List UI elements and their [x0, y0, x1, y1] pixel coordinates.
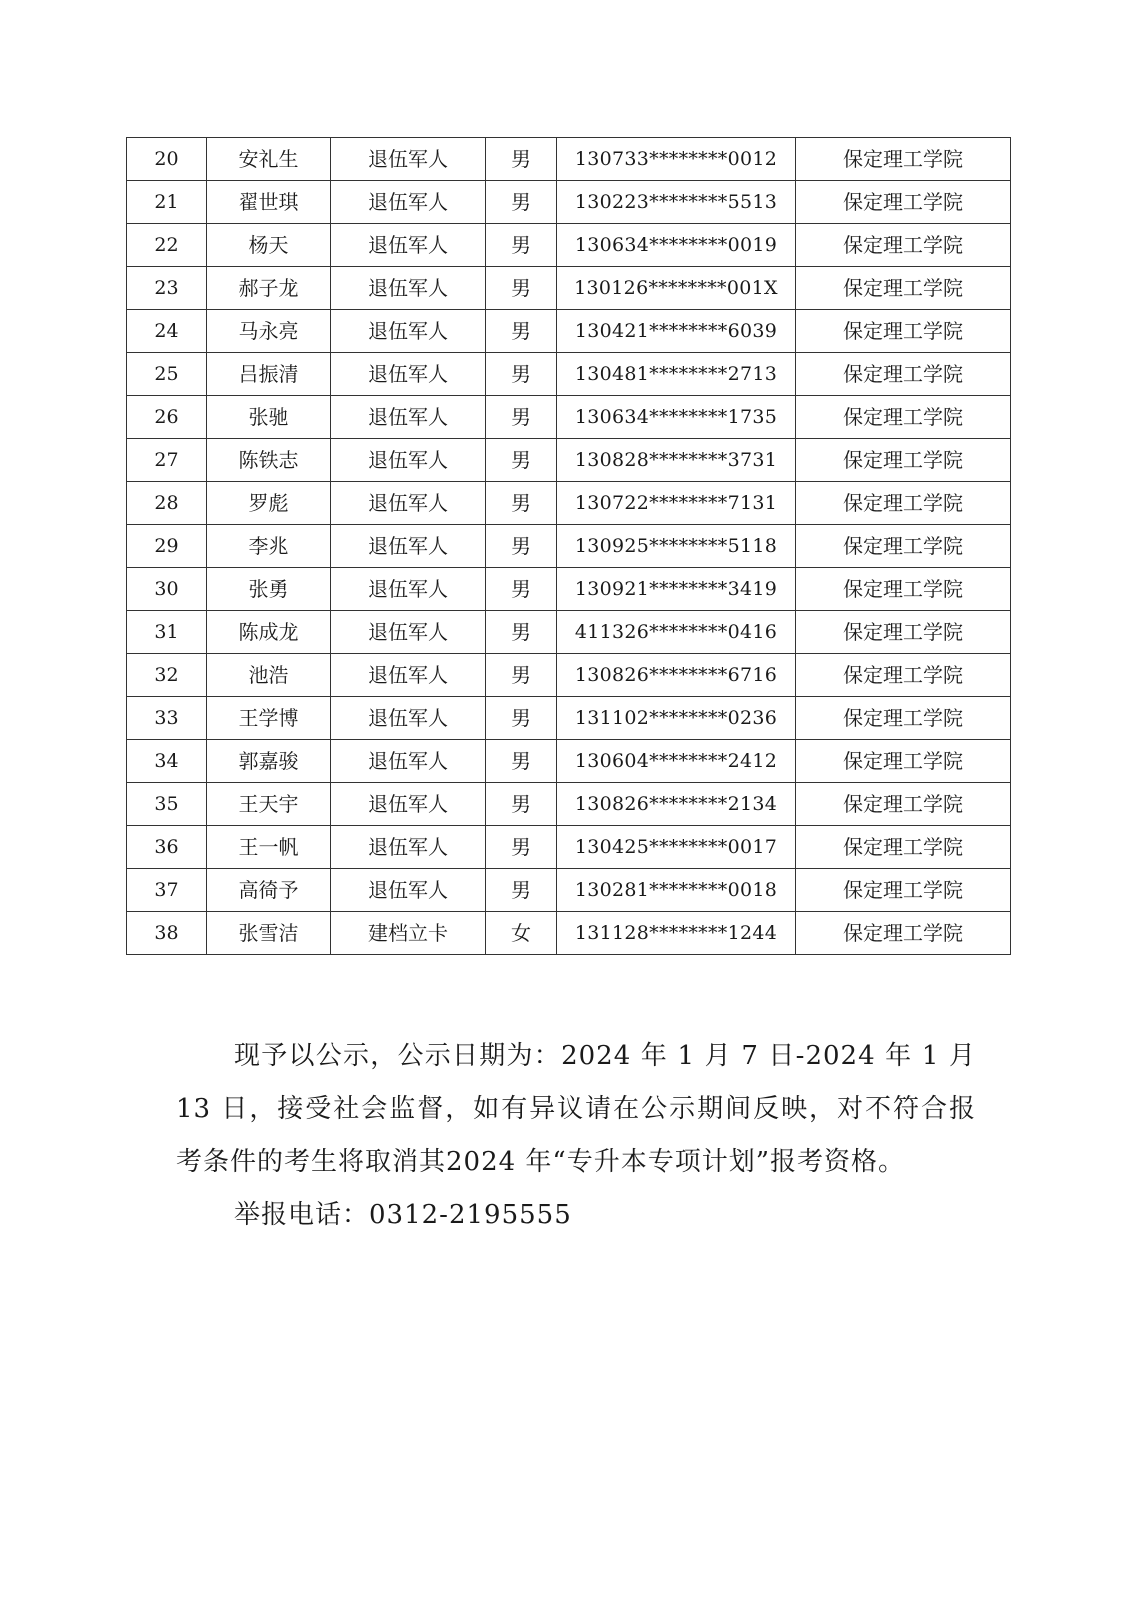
gender-cell: 男 [486, 826, 557, 869]
gender-cell: 男 [486, 181, 557, 224]
category-cell: 退伍军人 [331, 181, 486, 224]
school-cell: 保定理工学院 [796, 611, 1011, 654]
report-hotline: 举报电话：0312-2195555 [234, 1200, 572, 1230]
id-number-cell: 130826********6716 [557, 654, 796, 697]
notice-section [176, 1030, 976, 1242]
category-cell: 退伍军人 [331, 740, 486, 783]
row-number-cell: 21 [127, 181, 207, 224]
row-number-cell: 24 [127, 310, 207, 353]
gender-cell: 男 [486, 353, 557, 396]
id-number-cell: 130826********2134 [557, 783, 796, 826]
category-cell: 退伍军人 [331, 482, 486, 525]
table-row [127, 310, 1011, 353]
id-number-cell: 411326********0416 [557, 611, 796, 654]
table-row [127, 568, 1011, 611]
school-cell: 保定理工学院 [796, 783, 1011, 826]
category-cell: 退伍军人 [331, 353, 486, 396]
name-cell: 王学博 [207, 697, 331, 740]
category-cell: 退伍军人 [331, 869, 486, 912]
name-cell: 陈铁志 [207, 439, 331, 482]
roster-table [126, 137, 1011, 955]
id-number-cell: 130925********5118 [557, 525, 796, 568]
row-number-cell: 23 [127, 267, 207, 310]
notice-paragraph: 现予以公示，公示日期为：2024 年 1 月 7 日-2024 年 1 月 13 日，接受社会监督，如有异议请在公示期间反映，对不符合报考条件的考生将取消其2024 年“专升本专项计划”报考资格。 [176, 1041, 976, 1177]
id-number-cell: 130921********3419 [557, 568, 796, 611]
table-row [127, 353, 1011, 396]
name-cell: 罗彪 [207, 482, 331, 525]
category-cell: 建档立卡 [331, 912, 486, 955]
school-cell: 保定理工学院 [796, 568, 1011, 611]
table-row [127, 826, 1011, 869]
id-number-cell: 130425********0017 [557, 826, 796, 869]
row-number-cell: 29 [127, 525, 207, 568]
table-row [127, 912, 1011, 955]
id-number-cell: 131128********1244 [557, 912, 796, 955]
table-row [127, 181, 1011, 224]
row-number-cell: 30 [127, 568, 207, 611]
gender-cell: 女 [486, 912, 557, 955]
row-number-cell: 36 [127, 826, 207, 869]
name-cell: 王天宇 [207, 783, 331, 826]
name-cell: 李兆 [207, 525, 331, 568]
category-cell: 退伍军人 [331, 697, 486, 740]
row-number-cell: 20 [127, 138, 207, 181]
name-cell: 张雪洁 [207, 912, 331, 955]
category-cell: 退伍军人 [331, 525, 486, 568]
id-number-cell: 130481********2713 [557, 353, 796, 396]
gender-cell: 男 [486, 267, 557, 310]
gender-cell: 男 [486, 869, 557, 912]
row-number-cell: 32 [127, 654, 207, 697]
table-row [127, 654, 1011, 697]
table-row [127, 267, 1011, 310]
gender-cell: 男 [486, 310, 557, 353]
gender-cell: 男 [486, 568, 557, 611]
name-cell: 王一帆 [207, 826, 331, 869]
category-cell: 退伍军人 [331, 783, 486, 826]
id-number-cell: 130223********5513 [557, 181, 796, 224]
category-cell: 退伍军人 [331, 611, 486, 654]
row-number-cell: 33 [127, 697, 207, 740]
name-cell: 高徛予 [207, 869, 331, 912]
table-row [127, 740, 1011, 783]
row-number-cell: 35 [127, 783, 207, 826]
gender-cell: 男 [486, 740, 557, 783]
school-cell: 保定理工学院 [796, 525, 1011, 568]
table-row [127, 138, 1011, 181]
school-cell: 保定理工学院 [796, 654, 1011, 697]
name-cell: 郝子龙 [207, 267, 331, 310]
school-cell: 保定理工学院 [796, 740, 1011, 783]
id-number-cell: 130828********3731 [557, 439, 796, 482]
gender-cell: 男 [486, 654, 557, 697]
gender-cell: 男 [486, 138, 557, 181]
school-cell: 保定理工学院 [796, 353, 1011, 396]
id-number-cell: 130733********0012 [557, 138, 796, 181]
row-number-cell: 27 [127, 439, 207, 482]
school-cell: 保定理工学院 [796, 138, 1011, 181]
table-row [127, 482, 1011, 525]
name-cell: 吕振清 [207, 353, 331, 396]
school-cell: 保定理工学院 [796, 181, 1011, 224]
row-number-cell: 34 [127, 740, 207, 783]
name-cell: 翟世琪 [207, 181, 331, 224]
category-cell: 退伍军人 [331, 310, 486, 353]
name-cell: 郭嘉骏 [207, 740, 331, 783]
category-cell: 退伍军人 [331, 654, 486, 697]
id-number-cell: 130634********0019 [557, 224, 796, 267]
id-number-cell: 131102********0236 [557, 697, 796, 740]
gender-cell: 男 [486, 783, 557, 826]
row-number-cell: 28 [127, 482, 207, 525]
id-number-cell: 130421********6039 [557, 310, 796, 353]
gender-cell: 男 [486, 525, 557, 568]
school-cell: 保定理工学院 [796, 396, 1011, 439]
id-number-cell: 130604********2412 [557, 740, 796, 783]
category-cell: 退伍军人 [331, 224, 486, 267]
row-number-cell: 37 [127, 869, 207, 912]
gender-cell: 男 [486, 611, 557, 654]
row-number-cell: 26 [127, 396, 207, 439]
gender-cell: 男 [486, 396, 557, 439]
school-cell: 保定理工学院 [796, 310, 1011, 353]
name-cell: 马永亮 [207, 310, 331, 353]
gender-cell: 男 [486, 697, 557, 740]
school-cell: 保定理工学院 [796, 224, 1011, 267]
table-row [127, 869, 1011, 912]
category-cell: 退伍军人 [331, 439, 486, 482]
row-number-cell: 22 [127, 224, 207, 267]
table-row [127, 396, 1011, 439]
table-row [127, 697, 1011, 740]
id-number-cell: 130126********001X [557, 267, 796, 310]
category-cell: 退伍军人 [331, 396, 486, 439]
row-number-cell: 38 [127, 912, 207, 955]
name-cell: 张驰 [207, 396, 331, 439]
id-number-cell: 130722********7131 [557, 482, 796, 525]
category-cell: 退伍军人 [331, 826, 486, 869]
category-cell: 退伍军人 [331, 568, 486, 611]
name-cell: 张勇 [207, 568, 331, 611]
school-cell: 保定理工学院 [796, 912, 1011, 955]
school-cell: 保定理工学院 [796, 267, 1011, 310]
school-cell: 保定理工学院 [796, 697, 1011, 740]
school-cell: 保定理工学院 [796, 439, 1011, 482]
table-row [127, 525, 1011, 568]
table-row [127, 224, 1011, 267]
category-cell: 退伍军人 [331, 138, 486, 181]
id-number-cell: 130634********1735 [557, 396, 796, 439]
school-cell: 保定理工学院 [796, 826, 1011, 869]
roster-table-body [127, 138, 1011, 955]
name-cell: 陈成龙 [207, 611, 331, 654]
row-number-cell: 31 [127, 611, 207, 654]
name-cell: 安礼生 [207, 138, 331, 181]
gender-cell: 男 [486, 224, 557, 267]
name-cell: 杨天 [207, 224, 331, 267]
gender-cell: 男 [486, 482, 557, 525]
table-row [127, 439, 1011, 482]
id-number-cell: 130281********0018 [557, 869, 796, 912]
category-cell: 退伍军人 [331, 267, 486, 310]
school-cell: 保定理工学院 [796, 482, 1011, 525]
row-number-cell: 25 [127, 353, 207, 396]
school-cell: 保定理工学院 [796, 869, 1011, 912]
table-row [127, 611, 1011, 654]
name-cell: 池浩 [207, 654, 331, 697]
table-row [127, 783, 1011, 826]
gender-cell: 男 [486, 439, 557, 482]
